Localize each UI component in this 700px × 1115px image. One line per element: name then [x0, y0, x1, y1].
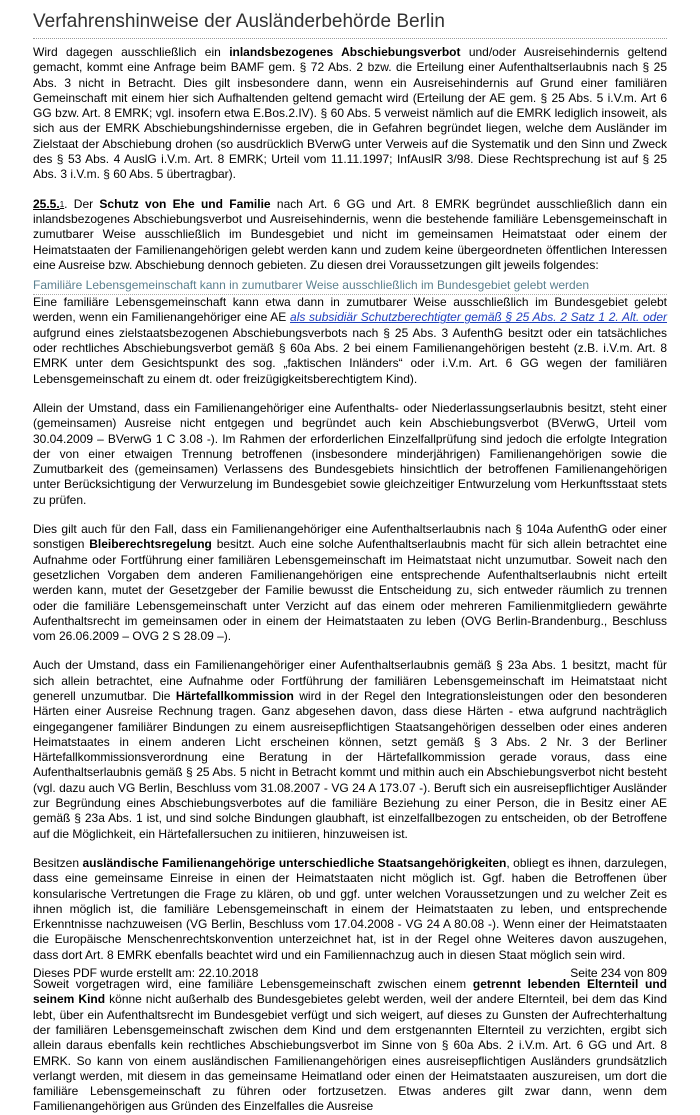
page-footer: [33, 966, 667, 980]
text: wird in der Regel den Integrationsleistungen oder den besonderen Härten einer Ausreise Rechnung tragen. Ganz abgesehen davon, dass diese Härten - etwa aufgrund nachträglich eingegangener familiärer Bindungen zu einem ausreisepflichtigen Staatsangehörigen desselben oder eines anderen Heimatstaates in einem anderen Licht erscheinen können, setzt gemäß § 3 Abs. 2 Nr. 3 der Berliner Härtefallkommissionsverordnung eine Beratung in der Härtefallkommission gerade voraus, dass eine Aufenthaltserlaubnis gemäß § 25 Abs. 5 nicht in Betracht kommt und mithin auch ein Abschiebungsverbot nicht besteht (vgl. dazu auch VG Berlin, Beschluss vom 31.08.2007 - VG 24 A 173.07 -). Beruft sich ein ausreisepflichtiger Ausländer zur Begründung eines Abschiebungsverbotes auf die familiäre Beziehung zu einer Person, die in Besitz einer AE gemäß § 23a Abs. 1 ist, und sind solche Bindungen glaubhaft, ist einzelfallbezogen zu entscheiden, ob der Betroffene auf die Möglichkeit, ein Härtefallersuchen zu initiieren, hinzuweisen ist.: [33, 688, 667, 841]
document-title: Verfahrenshinweise der Ausländerbehörde Berlin: [33, 10, 667, 39]
text: und/oder Ausreisehindernis geltend gemacht, kommt eine Anfrage beim BAMF gem. § 72 Abs. 2 bzw. die Erteilung einer Aufenthaltserlaubnis nach § 25 Abs. 3 nicht in Betracht. Dies gilt insbesondere dann, wenn ein Ausreisehindernis auf Grund einer familiären Gemeinschaft mit einem hier sich Aufhaltenden geltend gemacht wird (Erteilung der AE gem. § 25 Abs. 5 i.V.m. Art 6 GG bzw. Art. 8 EMRK; vgl. insofern etwa E.Bos.2.IV). § 60 Abs. 5 verweist nämlich auf die EMRK lediglich insoweit, als sich aus der EMRK Abschiebungshindernisse ergeben, die in Gefahren begründet liegen, welche dem Ausländer im Zielstaat der Abschiebung drohen (so ausdrücklich BVerwG unter Verweis auf die Systematik und den Sinn und Zweck des § 53 Abs. 4 AuslG i.V.m. Art. 8 EMRK; Urteil vom 11.11.1997; InfAuslR 3/98. Diese Rechtsprechung ist auf § 25 Abs. 3 i.V.m. § 60 Abs. 5 übertragbar).: [33, 45, 667, 182]
text: besitzt. Auch eine solche Aufenthaltserlaubnis macht für sich allein betrachtet eine Aufnahme oder Fortführung einer familiären Lebensgemeinschaft im Heimatstaat nicht unzumutbar. Soweit nach den gesetzlichen Vorgaben dem anderen Familienangehörigen eine entsprechende Aufenthaltserlaubnis nicht erteilt werden kann, mutet der Gesetzgeber der Familie bewusst die Entscheidung zu, sich entweder räumlich zu trennen oder die familiäre Lebensgemeinschaft unter Verzicht auf das einem oder mehreren Familienmitgliedern gewährte Aufenthaltsrecht im gemeinsamen oder in einem der Heimatstaaten zu leben (OVG Berlin-Brandenburg., Beschluss vom 26.06.2009 – OVG 2 S 28.09 –).: [33, 537, 668, 644]
text: könne nicht außerhalb des Bundesgebietes gelebt werden, weil der andere Elternteil, bei dem das Kind lebt, über ein Aufenthaltsrecht im Bundesgebiet verfügt und sich weigert, auf dieses zu Gunsten der Aufrechterhaltung der familiären Lebensgemeinschaft zwischen dem Kind und dem erstgenannten Elternteil zu verzichten, ergibt sich allein daraus ebenfalls kein rechtliches Abschiebungsverbot im Sinne von § 60a Abs. 2 i.V.m. Art. 6 GG und Art. 8 EMRK. So kann von einem ausländischen Familienangehörigen eines ausreisepflichtigen Ausländers grundsätzlich verlangt werden, mit diesem in das gemeinsame Heimatland oder einen der Heimatstaaten auszureisen, um dort die familiäre Lebensgemeinschaft zu führen oder fortzusetzen. Etwas anderes gilt zwar dann, wenn dem Familienangehörigen aus Gründen des Einzelfalles die Ausreise: [33, 992, 667, 1114]
bold-term: inlandsbezogenes Abschiebungsverbot: [229, 45, 461, 59]
bold-term: ausländische Familienangehörige unterschiedliche Staatsangehörigkeiten: [82, 855, 507, 870]
subheading: Familiäre Lebensgemeinschaft kann in zumutbarer Weise ausschließlich im Bundesgebiet gelebt werden: [33, 277, 667, 295]
margin-number: 1: [59, 199, 65, 209]
inserted-text-link[interactable]: als subsidiär Schutzberechtigter gemäß § 25 Abs. 2 Satz 1 2. Alt. oder: [290, 310, 668, 325]
paragraph-staatsangehoerigkeiten: [33, 856, 667, 963]
text: Eine familiäre Lebensgemeinschaft kann etwa dann in zumutbarer Weise ausschließlich im Bundesgebiet gelebt werden, wenn ein Familienangehöriger eine AE: [33, 295, 667, 325]
text: aufgrund eines zielstaatsbezogenen Abschiebungsverbots nach § 25 Abs. 3 AufenthG besitzt oder ein tatsächliches oder rechtliches Abschiebungsverbot gemäß § 60a Abs. 2 bei einem Familienangehörigen besteht (z.B. i.V.m. Art. 8 EMRK unter dem Gesichtspunkt des sog. „faktischen Inländers“ oder i.V.m. Art. 6 GG wegen der familiären Lebensgemeinschaft zu einem dt. oder freizügigkeitsberechtigtem Kind).: [33, 325, 667, 386]
text: nach Art. 6 GG und Art. 8 EMRK begründet ausschließlich dann ein inlandsbezogenes Abschiebungsverbot und Ausreisehindernis, wenn die bestehende familiäre Lebensgemeinschaft in zumutbarer Weise ausschließlich im Bundesgebiet und nicht im gemeinsamen Heimatstaat oder einem der Heimatstaaten der Familienangehörigen gelebt werden kann und zudem keine übergeordneten öffentlichen Interessen eine Ausreise bzw. Abschiebung dennoch gebieten. Zu diesen drei Voraussetzungen gilt jeweils folgendes:: [33, 196, 668, 272]
text: . Der: [64, 196, 100, 211]
section-number: 25.5.: [33, 196, 60, 211]
bold-term: Schutz von Ehe und Familie: [99, 196, 271, 211]
text: Wird dagegen ausschließlich ein: [33, 45, 230, 59]
text: Auch der Umstand, dass ein Familienangehöriger einer Aufenthaltserlaubnis gemäß § 23a Abs. 1 besitzt, macht für sich allein betrachtet, eine Aufnahme oder Fortführung der familiären Lebensgemeinschaft im Heimatstaat nicht generell unzumutbar. Die: [33, 658, 667, 703]
paragraph-bleiberechtsregelung: [33, 522, 667, 644]
text: Dies gilt auch für den Fall, dass ein Familienangehöriger eine Aufenthaltserlaubnis nach § 104a AufenthG oder einer sonstigen: [33, 522, 667, 552]
footer-page-number: Seite 234 von 809: [570, 966, 667, 980]
text: Besitzen: [33, 855, 83, 870]
footer-created-date: Dieses PDF wurde erstellt am: 22.10.2018: [33, 966, 259, 980]
paragraph-familiaere-lebensgemeinschaft: [33, 295, 667, 387]
paragraph-haertefallkommission: [33, 658, 667, 842]
paragraph-aufenthaltserlaubnis: Allein der Umstand, dass ein Familienangehöriger eine Aufenthalts- oder Niederlassungserlaubnis besitzt, steht einer (gemeinsamen) Ausreise nicht entgegen und begründet auch kein Abschiebungsverbot (BVerwG, Urteil vom 30.04.2009 – BVerwG 1 C 3.08 -). Im Rahmen der erforderlichen Einzelfallprüfung sind jedoch die erfolgte Integration der von einer etwaigen Trennung betroffenen (insbesondere minderjährigen) Familienangehörigen sowie die Zumutbarkeit des (gemeinsamen) Verlassens des Bundesgebiets hinsichtlich der betroffenen Familienangehörigen unter Berücksichtigung der Verwurzelung im Bundesgebiet sowie gleichzeitiger Entwurzelung vom Herkunftsstaat stets zu prüfen.: [33, 400, 667, 507]
paragraph-25-5-1: [33, 197, 667, 273]
bold-term: Härtefallkommission: [175, 688, 294, 703]
bold-term: getrennt lebenden Elternteil und seinem Kind: [33, 977, 667, 1007]
text: Soweit vorgetragen wird, eine familiäre Lebensgemeinschaft zwischen einem: [33, 977, 473, 992]
text: , obliegt es ihnen, darzulegen, dass eine gemeinsame Einreise in einen der Heimatstaaten nicht möglich ist. Ggf. haben die Betroffenen über konsularische Vertretungen die Frage zu klären, ob und ggf. unter welchen Voraussetzungen und zu welcher Zeit es ihnen möglich ist, die familiäre Lebensgemeinschaft in einem der Heimatstaaten zu leben, und entsprechende Erkenntnisse nachzuweisen (VG Berlin, Beschluss vom 17.04.2008 - VG 24 A 80.08 -). Wenn einer der Heimatstaaten die Europäische Menschenrechtskonvention unterzeichnet hat, ist in der Regel ohne Weiteres davon auszugehen, dass dort Art. 8 EMRK ebenfalls beachtet wird und ein Familiennachzug auch in diesen Staat möglich sein wird.: [33, 855, 668, 962]
paragraph-getrennt-lebender-elternteil: [33, 977, 667, 1115]
paragraph-inlandsbezogenes-abschiebungsverbot: [33, 45, 667, 183]
bold-term: Bleiberechtsregelung: [89, 537, 212, 552]
